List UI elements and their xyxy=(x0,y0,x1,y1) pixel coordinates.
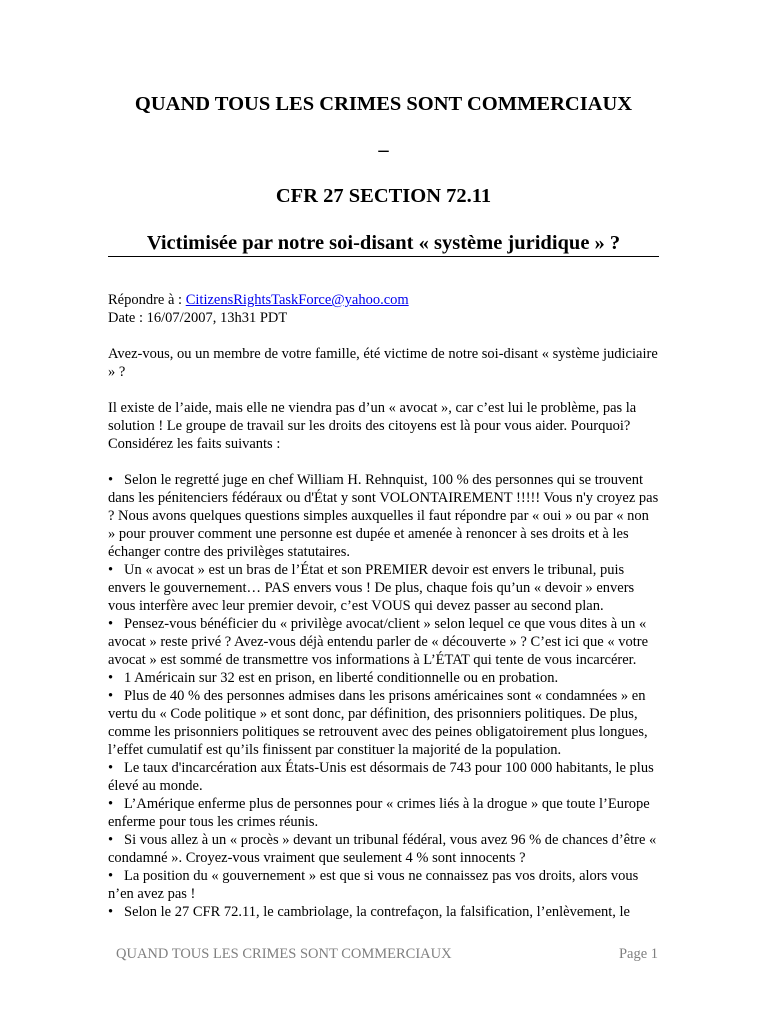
list-item: • Pensez-vous bénéficier du « privilège avocat/client » selon lequel ce que vous dites à un « avocat » reste privé ? Avez-vous déjà entendu parler de « découverte » ? C’est ici que « votre avocat » est sommé de transmettre vos informations à L’ÉTAT qui tente de vous incarcérer. xyxy=(108,616,649,668)
bullet-icon: • xyxy=(108,868,114,884)
bullet-icon: • xyxy=(108,616,114,632)
list-item: • La position du « gouvernement » est que si vous ne connaissez pas vos droits, alors vous n’en avez pas ! xyxy=(108,868,639,902)
subtitle: Victimisée par notre soi-disant « système juridique » ? xyxy=(108,230,659,257)
bullet-icon: • xyxy=(108,472,114,488)
page-number: Page 1 xyxy=(618,946,658,962)
message-meta xyxy=(108,291,659,327)
list-item: • Plus de 40 % des personnes admises dans les prisons américaines sont « condamnées » en vertu du « Code politique » et sont donc, par définition, des prisonniers politiques. De plus, comme les prisonniers politiques se retrouvent avec des peines obligatoirement plus longues, l’effet cumulatif est qu’ils finissent par constituer la majorité de la population. xyxy=(108,688,648,758)
list-item: • 1 Américain sur 32 est en prison, en liberté conditionnelle ou en probation. xyxy=(108,670,559,686)
list-item: • Si vous allez à un « procès » devant un tribunal fédéral, vous avez 96 % de chances d’être « condamné ». Croyez-vous vraiment que seulement 4 % sont innocents ? xyxy=(108,832,657,866)
bullet-icon: • xyxy=(108,796,114,812)
list-item: • Selon le 27 CFR 72.11, le cambriolage, la contrefaçon, la falsification, l’enlèvement, le xyxy=(108,904,630,920)
reply-email-link[interactable]: CitizensRightsTaskForce@yahoo.com xyxy=(185,292,409,308)
bullet-icon: • xyxy=(108,562,114,578)
paragraph-1: Avez-vous, ou un membre de votre famille, été victime de notre soi-disant « système judiciaire » ? xyxy=(108,346,658,380)
page-footer xyxy=(116,945,658,963)
document-body xyxy=(108,92,659,921)
reply-label: Répondre à : xyxy=(108,292,186,308)
date-line: Date : 16/07/2007, 13h31 PDT xyxy=(108,310,288,326)
bullet-icon: • xyxy=(108,832,114,848)
list-item: • Selon le regretté juge en chef William H. Rehnquist, 100 % des personnes qui se trouvent dans les pénitenciers fédéraux ou d'État y sont VOLONTAIREMENT !!!!! Vous n'y croyez pas ? Nous avons quelques questions simples auxquelles il faut répondre par « oui » ou par « non » pour prouver comment une personne est dupée et amenée à renoncer à ses droits et à les échanger contre des privilèges statutaires. xyxy=(108,472,659,560)
title-line-1: QUAND TOUS LES CRIMES SONT COMMERCIAUX xyxy=(134,93,633,115)
reply-line xyxy=(108,291,659,309)
bullet-icon: • xyxy=(108,760,114,776)
footer-title: QUAND TOUS LES CRIMES SONT COMMERCIAUX xyxy=(116,946,452,962)
bullet-icon: • xyxy=(108,904,114,920)
bullet-icon: • xyxy=(108,670,114,686)
title-dash: – xyxy=(378,139,389,161)
list-item: • L’Amérique enferme plus de personnes pour « crimes liés à la drogue » que toute l’Europe enferme pour tous les crimes réunis. xyxy=(108,796,650,830)
list-item: • Un « avocat » est un bras de l’État et son PREMIER devoir est envers le tribunal, puis envers le gouvernement… PAS envers vous ! De plus, chaque fois qu’un « devoir » envers vous interfère avec leur premier devoir, c’est VOUS qui devez passer au second plan. xyxy=(108,562,635,614)
bullet-icon: • xyxy=(108,688,114,704)
paragraph-2: Il existe de l’aide, mais elle ne viendra pas d’un « avocat », car c’est lui le problème, pas la solution ! Le groupe de travail sur les droits des citoyens est là pour vous aider. Pourquoi? Considérez les faits suivants : xyxy=(108,400,637,452)
title-line-2: CFR 27 SECTION 72.11 xyxy=(275,185,492,207)
list-item: • Le taux d'incarcération aux États-Unis est désormais de 743 pour 100 000 habitants, le plus élevé au monde. xyxy=(108,760,654,794)
facts-list xyxy=(108,471,659,921)
